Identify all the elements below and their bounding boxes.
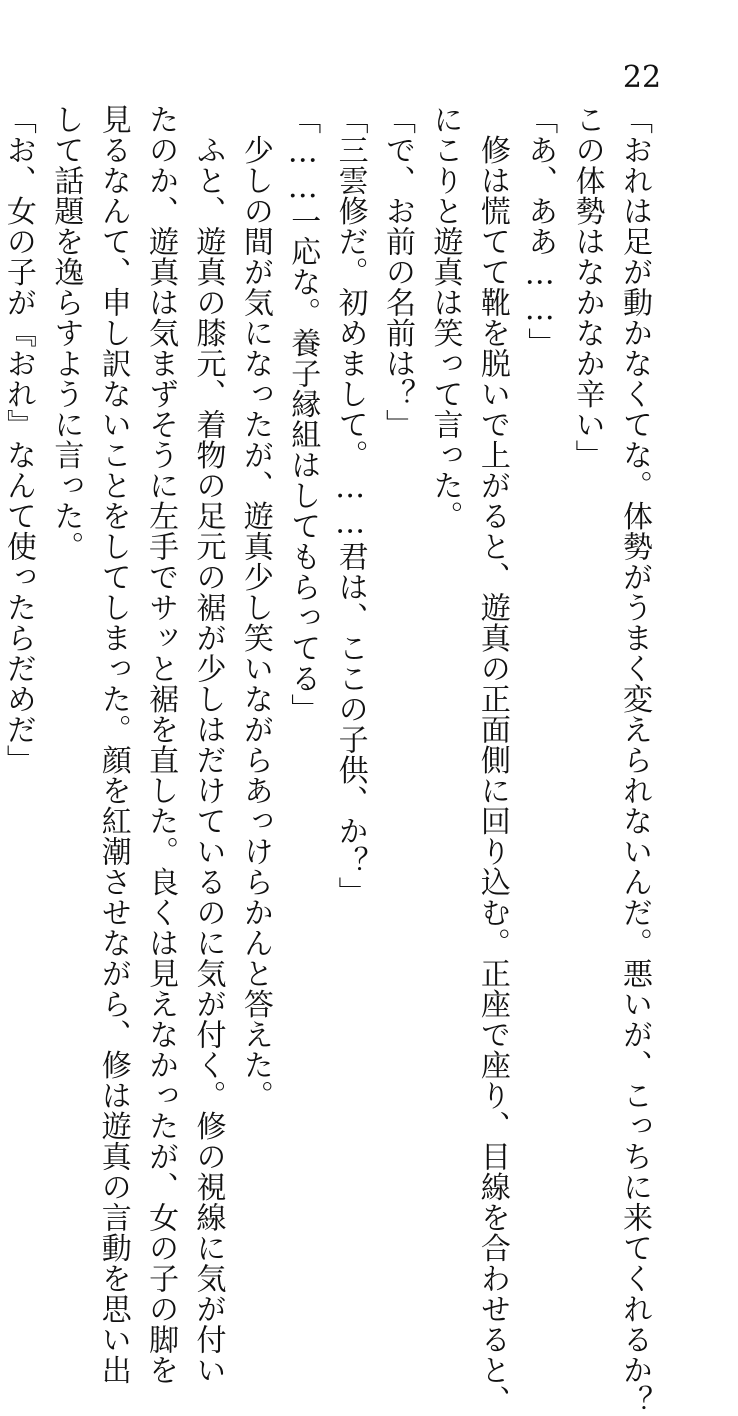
text-line: たのか、遊真は気まずそうに左手でサッと裾を直した。良くは見えなかったが、女の子の脚を [143, 104, 179, 1385]
text-line: 「あ、ああ……」 [522, 104, 558, 358]
text-line: 「おれは足が動かなくてな。体勢がうまく変えられないんだ。悪いが、こっちに来てくれるか？ [617, 104, 652, 1416]
text-line: 少しの間が気になったが、遊真少し笑いながらあっけらかんと答えた。 [237, 104, 273, 1111]
text-line: して話題を逸らすように言った。 [48, 104, 84, 562]
text-line: 「お、女の子が『おれ』なんて使ったらだめだ」 [0, 104, 36, 775]
text-line: 「……一応な。養子縁組はしてもらってる」 [285, 104, 321, 724]
page-number: 22 [622, 60, 662, 95]
text-line: この体勢はなかなか辛い」 [569, 104, 605, 470]
text-line: 見るなんて、申し訳ないことをしてしまった。顔を紅潮させながら、修は遊真の言動を思い出 [95, 104, 131, 1385]
text-line: 「で、お前の名前は？」 [380, 104, 416, 440]
text-line: 修は慌てて靴を脱いで上がると、遊真の正面側に回り込む。正座で座り、目線を合わせると、 [474, 104, 510, 1416]
text-line: 「三雲修だ。初めまして。……君は、ここの子供、か？」 [332, 104, 368, 907]
text-line: ふと、遊真の膝元、着物の足元の裾が少しはだけているのに気が付く。修の視線に気が付い [190, 104, 226, 1385]
body-text [0, 104, 658, 1416]
text-line: にこりと遊真は笑って言った。 [427, 104, 463, 531]
